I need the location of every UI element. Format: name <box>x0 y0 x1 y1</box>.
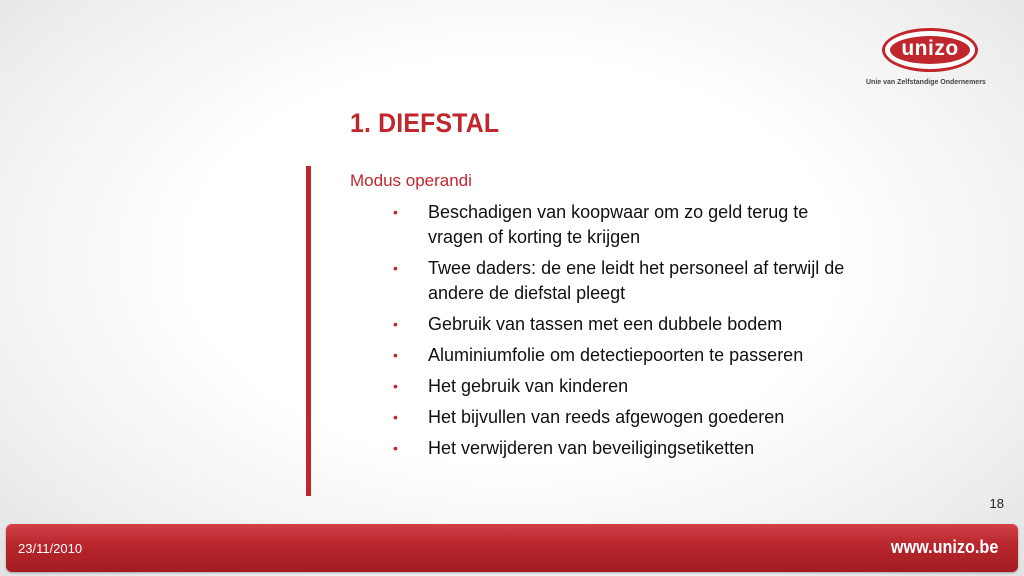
bullet-text: Het bijvullen van reeds afgewogen goederen <box>428 407 785 427</box>
bullet-icon: • <box>393 316 398 332</box>
bullet-text: Beschadigen van koopwaar om zo geld terug te vragen of korting te krijgen <box>428 202 809 247</box>
bullet-item <box>393 256 863 306</box>
bullet-list <box>393 200 863 467</box>
bullet-icon: • <box>393 378 398 394</box>
bullet-icon: • <box>393 409 398 425</box>
bullet-icon: • <box>393 347 398 363</box>
logo-oval <box>882 28 978 72</box>
bullet-text: Het verwijderen van beveiligingsetiketten <box>428 438 755 458</box>
page-number: 18 <box>989 496 1004 511</box>
footer-url: www.unizo.be <box>890 537 998 557</box>
slide-subtitle: Modus operandi <box>350 171 472 190</box>
bullet-item <box>393 343 863 368</box>
logo-tagline: Unie van Zelfstandige Ondernemers <box>866 79 986 86</box>
bullet-item <box>393 374 863 399</box>
bullet-icon: • <box>393 440 398 456</box>
bullet-item <box>393 436 863 461</box>
slide-title: 1. DIEFSTAL <box>350 108 500 138</box>
bullet-text: Aluminiumfolie om detectiepoorten te passeren <box>428 345 804 365</box>
accent-divider <box>306 166 311 496</box>
bullet-item <box>393 312 863 337</box>
bullet-text: Het gebruik van kinderen <box>428 376 629 396</box>
footer-bar <box>6 524 1018 572</box>
bullet-item <box>393 200 863 250</box>
bullet-icon: • <box>393 260 398 276</box>
bullet-text: Gebruik van tassen met een dubbele bodem <box>428 314 783 334</box>
bullet-text: Twee daders: de ene leidt het personeel af terwijl de andere de diefstal pleegt <box>428 258 845 303</box>
logo-inner <box>890 36 970 64</box>
bullet-item <box>393 405 863 430</box>
footer-date: 23/11/2010 <box>18 541 83 556</box>
bullet-icon: • <box>393 204 398 220</box>
unizo-logo <box>862 28 1002 92</box>
logo-word: unizo <box>901 37 959 60</box>
